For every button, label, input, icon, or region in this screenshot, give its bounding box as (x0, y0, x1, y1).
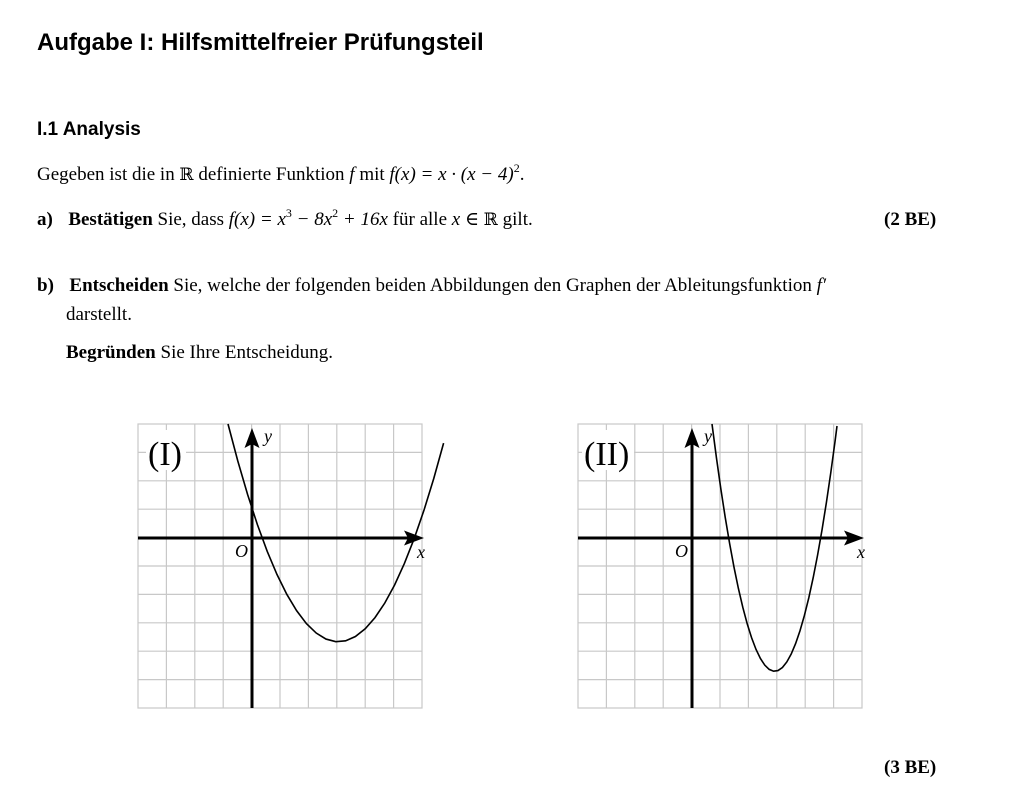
part-a-expr-1: f(x) = x (228, 209, 286, 230)
intro-formula: f(x) = x · (x − 4) (389, 164, 514, 185)
figure-2-x-label: x (857, 542, 865, 562)
figure-1-graph (138, 424, 428, 714)
part-b-line-2: darstellt. (66, 304, 132, 325)
part-b-text-1: Sie, welche der folgenden beiden Abbildungen den Graphen der Ableitungsfunktion (168, 275, 817, 296)
part-a-text-1: Sie, dass (152, 209, 229, 230)
figure-1-origin-label: O (235, 541, 248, 561)
part-a-text-3: gilt. (497, 209, 533, 230)
part-b-reason (66, 341, 333, 365)
figure-1-x-label: x (417, 542, 425, 562)
figure-2-curve (712, 424, 837, 671)
figure-1-y-label: y (264, 426, 272, 446)
intro-end: . (519, 164, 525, 185)
part-a-var: x (451, 209, 461, 230)
part-b-fprime: f′ (816, 275, 827, 296)
intro-exponent: 2 (513, 161, 520, 175)
figure-2-label: (II) (584, 436, 630, 473)
part-a-verb: Bestätigen (68, 209, 153, 230)
intro-text-3: mit (354, 164, 390, 185)
part-a-label: a) (37, 209, 53, 230)
part-a-set: ℝ (483, 210, 498, 230)
figure-2-y-label: y (704, 426, 712, 446)
figure-1-label: (I) (148, 436, 182, 473)
part-a-exp-2: 2 (332, 206, 339, 220)
figure-1-curve (228, 424, 444, 642)
part-b-label: b) (37, 275, 54, 296)
part-a-expr-2: − 8x (291, 209, 333, 230)
intro-function-name: f (349, 164, 355, 185)
intro-paragraph (37, 163, 524, 187)
figure-2-graph (578, 424, 868, 714)
part-b-line-1 (37, 274, 826, 298)
part-b-verb: Entscheiden (69, 275, 169, 296)
part-a-points: (2 BE) (884, 209, 937, 230)
part-a-elem: ∈ (460, 209, 484, 230)
part-a (37, 208, 533, 232)
intro-set: ℝ (179, 165, 194, 185)
part-b-points: (3 BE) (884, 757, 937, 778)
intro-text-2: definierte Funktion (193, 164, 350, 185)
part-a-expr-3: + 16x (338, 209, 388, 230)
part-b-reason-text: Sie Ihre Entscheidung. (155, 342, 334, 363)
intro-text-1: Gegeben ist die in (37, 164, 180, 185)
page-title: Aufgabe I: Hilfsmittelfreier Prüfungsteil (37, 29, 484, 56)
section-title: I.1 Analysis (37, 119, 141, 140)
part-b-reason-verb: Begründen (66, 342, 156, 363)
part-a-text-2: für alle (387, 209, 452, 230)
figure-2-origin-label: O (675, 541, 688, 561)
part-a-exp-1: 3 (285, 206, 292, 220)
